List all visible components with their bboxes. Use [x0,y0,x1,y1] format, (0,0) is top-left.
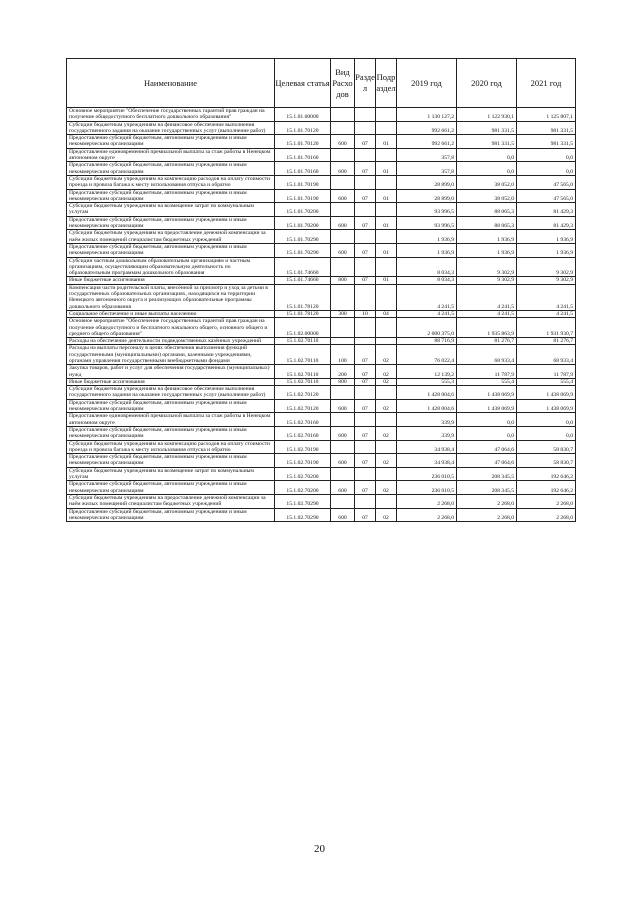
cell-podrazdel [376,413,397,427]
cell-target: 15.1.02.70200 [275,481,331,495]
cell-2021: 1 438 069,9 [517,386,576,400]
table-row [67,413,576,427]
cell-2019: 2 268,0 [397,508,457,522]
cell-2019: 339,9 [397,426,457,440]
cell-2021: 1 936,9 [517,230,576,244]
cell-podrazdel [376,386,397,400]
cell-podrazdel: 02 [376,454,397,468]
cell-2021: 1 438 069,9 [517,399,576,413]
cell-vid: 100 [331,345,355,365]
cell-2021: 2 268,0 [517,508,576,522]
cell-2020: 1 936,9 [457,243,517,257]
cell-podrazdel: 02 [376,365,397,379]
table-row [67,284,576,310]
page-number: 20 [314,843,325,855]
cell-2019: 1 936,9 [397,243,457,257]
cell-name: Компенсация части родительской платы, внесённой за присмотр и уход за детьми в государственных образовательных организациях, находящихся на территории Ненецкого автономного округа и реализующих образовательные программы дошкольного образования [67,284,275,310]
table-row [67,481,576,495]
cell-target: 15.1.02.70160 [275,413,331,427]
cell-target: 15.1.02.70290 [275,508,331,522]
cell-2019: 1 428 004,6 [397,386,457,400]
table-row [67,135,576,149]
cell-target: 15.1.02.70110 [275,365,331,379]
cell-target: 15.1.02.70110 [275,338,331,345]
cell-vid: 600 [331,243,355,257]
cell-2019: 34 938,4 [397,454,457,468]
cell-vid [331,386,355,400]
cell-2020: 9 302,9 [457,257,517,277]
cell-name: Предоставление субсидий бюджетным, автономным учреждениям и иным некоммерческим организациям [67,135,275,149]
cell-vid: 600 [331,399,355,413]
cell-podrazdel [376,257,397,277]
cell-target: 15.1.02.70110 [275,345,331,365]
cell-razdel: 07 [355,277,376,284]
cell-target: 15.1.01.78120 [275,310,331,317]
cell-podrazdel: 02 [376,481,397,495]
cell-2021: 192 646,2 [517,467,576,481]
cell-vid [331,338,355,345]
cell-name: Субсидии бюджетным учреждениям на компенсацию расходов на оплату стоимости проезда и провоза багажа к месту использования отпуска и обратно [67,175,275,189]
cell-target: 15.1.01.70190 [275,175,331,189]
cell-name: Предоставление субсидий бюджетным, автономным учреждениям и иным некоммерческим организациям [67,189,275,203]
cell-2019: 2 268,0 [397,494,457,508]
col-header-2021: 2021 год [517,59,576,108]
table-row [67,203,576,217]
cell-name: Субсидии частным дошкольным образовательным организациям и частным организациям, осуществляющим образовательную деятельность по образовательным программам дошкольного образования [67,257,275,277]
cell-razdel [355,203,376,217]
cell-vid: 800 [331,378,355,385]
cell-target: 15.1.01.70160 [275,148,331,162]
cell-2021: 1 936,9 [517,243,576,257]
cell-2021: 1 931 930,7 [517,318,576,338]
cell-podrazdel [376,121,397,135]
cell-2020: 88 065,3 [457,203,517,217]
cell-razdel [355,413,376,427]
cell-razdel [355,230,376,244]
cell-2019: 88 716,9 [397,338,457,345]
cell-name: Предоставление субсидий бюджетным, автономным учреждениям и иным некоммерческим организациям [67,481,275,495]
cell-2019: 28 899,0 [397,175,457,189]
cell-2019: 236 010,5 [397,467,457,481]
cell-podrazdel [376,440,397,454]
cell-razdel: 07 [355,508,376,522]
cell-target: 15.1.01.70290 [275,243,331,257]
cell-2020: 1 936,9 [457,230,517,244]
table-row [67,318,576,338]
table-row [67,108,576,122]
cell-2020: 2 268,0 [457,508,517,522]
cell-2020: 555,4 [457,378,517,385]
table-row [67,257,576,277]
cell-2021: 0,0 [517,413,576,427]
table-row [67,508,576,522]
cell-name: Расходы на обеспечение деятельности подведомственных казённых учреждений [67,338,275,345]
cell-target: 15.1.01.78120 [275,284,331,310]
cell-razdel [355,121,376,135]
cell-2021: 58 830,7 [517,440,576,454]
cell-podrazdel [376,203,397,217]
table-row [67,148,576,162]
cell-vid [331,467,355,481]
cell-2020: 68 933,4 [457,345,517,365]
cell-podrazdel: 01 [376,216,397,230]
cell-target: 15.1.02.00000 [275,318,331,338]
table-row [67,345,576,365]
cell-2019: 76 022,4 [397,345,457,365]
cell-2020: 0,0 [457,413,517,427]
cell-vid [331,148,355,162]
cell-2019: 4 241,5 [397,310,457,317]
cell-podrazdel: 01 [376,243,397,257]
col-header-name: Наименование [67,59,275,108]
cell-vid [331,121,355,135]
cell-2020: 2 268,0 [457,494,517,508]
cell-name: Субсидии бюджетным учреждениям на предоставление денежной компенсации за наём жилых помещений специалистам бюджетных учреждений [67,230,275,244]
cell-name: Предоставление субсидий бюджетным, автономным учреждениям и иным некоммерческим организациям [67,426,275,440]
table-row [67,426,576,440]
table-row [67,386,576,400]
cell-name: Закупка товаров, работ и услуг для обеспечения государственных (муниципальных) нужд [67,365,275,379]
cell-razdel: 07 [355,243,376,257]
table-row [67,277,576,284]
cell-2020: 0,0 [457,426,517,440]
cell-podrazdel: 01 [376,162,397,176]
cell-razdel [355,494,376,508]
cell-2020: 4 241,5 [457,310,517,317]
col-header-razdel: Разде л [355,59,376,108]
cell-2021: 68 933,4 [517,345,576,365]
cell-razdel: 07 [355,378,376,385]
cell-2021: 0,0 [517,162,576,176]
cell-target: 15.1.02.70160 [275,426,331,440]
cell-razdel: 07 [355,365,376,379]
cell-podrazdel [376,284,397,310]
cell-target: 15.1.02.70290 [275,494,331,508]
cell-target: 15.1.01.70290 [275,230,331,244]
cell-name: Предоставление субсидий бюджетным, автономным учреждениям и иным некоммерческим организациям [67,399,275,413]
cell-target: 15.1.01.70160 [275,162,331,176]
cell-2020: 1 438 069,9 [457,386,517,400]
table-body [67,108,576,522]
table-row [67,189,576,203]
cell-vid: 600 [331,426,355,440]
cell-2021: 981 331,5 [517,121,576,135]
cell-razdel: 07 [355,216,376,230]
cell-2021: 9 302,9 [517,257,576,277]
cell-razdel [355,467,376,481]
cell-name: Предоставление субсидий бюджетным, автономным учреждениям и иным некоммерческим организациям [67,454,275,468]
cell-2021: 81 429,3 [517,203,576,217]
cell-2019: 555,3 [397,378,457,385]
cell-target: 15.1.01.70200 [275,216,331,230]
cell-target: 15.1.02.70200 [275,467,331,481]
cell-podrazdel [376,230,397,244]
cell-razdel [355,108,376,122]
cell-2021: 555,4 [517,378,576,385]
cell-2021: 11 787,9 [517,365,576,379]
table-row [67,121,576,135]
cell-2019: 8 034,3 [397,277,457,284]
cell-target: 15.1.01.00000 [275,108,331,122]
cell-podrazdel: 01 [376,135,397,149]
cell-vid [331,440,355,454]
cell-name: Иные бюджетные ассигнования [67,378,275,385]
cell-podrazdel: 02 [376,508,397,522]
table-row [67,365,576,379]
cell-razdel [355,284,376,310]
cell-2021: 0,0 [517,148,576,162]
cell-name: Субсидии бюджетным учреждениям на финансовое обеспечение выполнения государственного задания на оказание государственных услуг (выполнение работ) [67,386,275,400]
cell-2020: 0,0 [457,148,517,162]
budget-table [66,58,576,522]
cell-target: 15.1.02.70190 [275,440,331,454]
cell-razdel [355,175,376,189]
cell-razdel: 07 [355,481,376,495]
table-row [67,440,576,454]
cell-podrazdel [376,148,397,162]
cell-vid: 600 [331,481,355,495]
cell-2021: 81 276,7 [517,338,576,345]
cell-name: Социальное обеспечение и иные выплаты населению [67,310,275,317]
col-header-2020: 2020 год [457,59,517,108]
cell-2019: 339,9 [397,413,457,427]
cell-vid [331,203,355,217]
cell-name: Предоставление субсидий бюджетным, автономным учреждениям и иным некоммерческим организациям [67,508,275,522]
cell-podrazdel: 02 [376,345,397,365]
cell-2020: 1 122 930,1 [457,108,517,122]
table-row [67,243,576,257]
col-header-podrazdel: Подр аздел [376,59,397,108]
cell-name: Расходы на выплаты персоналу в целях обеспечения выполнения функций государственными (муниципальными) органами, казенными учреждениями, органами управления государственными внебюджетными фондами [67,345,275,365]
cell-razdel: 07 [355,135,376,149]
cell-2019: 357,8 [397,148,457,162]
cell-2021: 58 830,7 [517,454,576,468]
cell-name: Субсидии бюджетным учреждениям на компенсацию расходов на оплату стоимости проезда и провоза багажа к месту использования отпуска и обратно [67,440,275,454]
cell-2020: 11 787,9 [457,365,517,379]
cell-target: 15.1.02.70120 [275,399,331,413]
cell-2020: 47 064,6 [457,440,517,454]
cell-podrazdel: 01 [376,189,397,203]
cell-2019: 357,8 [397,162,457,176]
cell-podrazdel: 02 [376,378,397,385]
col-header-target: Целевая статья [275,59,331,108]
cell-razdel [355,318,376,338]
budget-table-sheet [66,58,575,522]
cell-name: Субсидии бюджетным учреждениям на финансовое обеспечение выполнения государственного задания на оказание государственных услуг (выполнение работ) [67,121,275,135]
cell-podrazdel: 04 [376,310,397,317]
cell-vid [331,494,355,508]
cell-name: Основное мероприятие "Обеспечение государственных гарантий прав граждан на получение общедоступного и бесплатного начального общего, основного общего и среднего общего образования" [67,318,275,338]
cell-2021: 9 302,9 [517,277,576,284]
cell-2019: 8 034,3 [397,257,457,277]
cell-2021: 47 565,0 [517,175,576,189]
cell-2020: 88 065,3 [457,216,517,230]
cell-2021: 47 565,0 [517,189,576,203]
cell-2020: 9 302,9 [457,277,517,284]
cell-2019: 1 428 004,6 [397,399,457,413]
cell-vid: 600 [331,189,355,203]
cell-vid: 600 [331,216,355,230]
cell-name: Субсидии бюджетным учреждениям на возмещение затрат по коммунальным услугам [67,467,275,481]
cell-2020: 1 935 863,9 [457,318,517,338]
cell-target: 15.1.02.70120 [275,386,331,400]
cell-razdel: 10 [355,310,376,317]
cell-target: 15.1.01.74660 [275,257,331,277]
cell-2020: 208 345,5 [457,481,517,495]
cell-vid [331,108,355,122]
cell-2021: 2 268,0 [517,494,576,508]
cell-vid: 600 [331,454,355,468]
cell-podrazdel [376,108,397,122]
cell-name: Предоставление субсидий бюджетным, автономным учреждениям и иным некоммерческим организациям [67,216,275,230]
cell-razdel [355,440,376,454]
cell-2021: 981 331,5 [517,135,576,149]
cell-razdel: 07 [355,426,376,440]
cell-2021: 81 429,3 [517,216,576,230]
cell-podrazdel [376,467,397,481]
cell-2020: 81 276,7 [457,338,517,345]
cell-vid: 800 [331,277,355,284]
cell-name: Предоставление единовременной премиальной выплаты за стаж работы в Ненецком автономном округе [67,413,275,427]
cell-2019: 28 899,0 [397,189,457,203]
cell-vid [331,318,355,338]
cell-2019: 236 010,5 [397,481,457,495]
cell-target: 15.1.01.70190 [275,189,331,203]
cell-podrazdel [376,175,397,189]
table-row [67,216,576,230]
cell-vid [331,257,355,277]
cell-2021: 192 646,2 [517,481,576,495]
col-header-vid: Вид Расхо дов [331,59,355,108]
cell-2020: 981 331,5 [457,135,517,149]
cell-vid: 200 [331,365,355,379]
cell-name: Предоставление субсидий бюджетным, автономным учреждениям и иным некоммерческим организациям [67,162,275,176]
cell-2021: 4 241,5 [517,310,576,317]
table-row [67,230,576,244]
cell-name: Предоставление единовременной премиальной выплаты за стаж работы в Ненецком автономном округе [67,148,275,162]
cell-2020: 981 331,5 [457,121,517,135]
cell-2021: 0,0 [517,426,576,440]
cell-2019: 1 130 127,2 [397,108,457,122]
cell-podrazdel: 02 [376,399,397,413]
table-row [67,378,576,385]
cell-razdel: 07 [355,189,376,203]
cell-podrazdel [376,494,397,508]
cell-name: Предоставление субсидий бюджетным, автономным учреждениям и иным некоммерческим организациям [67,243,275,257]
cell-vid: 300 [331,310,355,317]
cell-2021: 1 125 807,1 [517,108,576,122]
table-row [67,399,576,413]
col-header-2019: 2019 год [397,59,457,108]
cell-2020: 38 052,0 [457,175,517,189]
table-row [67,494,576,508]
cell-2020: 47 064,6 [457,454,517,468]
cell-2019: 34 938,4 [397,440,457,454]
cell-2020: 0,0 [457,162,517,176]
cell-2019: 992 661,2 [397,121,457,135]
table-row [67,467,576,481]
cell-target: 15.1.01.70200 [275,203,331,217]
cell-target: 15.1.01.70120 [275,121,331,135]
cell-podrazdel: 02 [376,426,397,440]
cell-2019: 2 000 375,0 [397,318,457,338]
cell-razdel [355,338,376,345]
table-row [67,162,576,176]
cell-name: Основное мероприятие "Обеспечение государственных гарантий прав граждан на получение общедоступного бесплатного дошкольного образования" [67,108,275,122]
cell-razdel: 07 [355,454,376,468]
cell-vid [331,175,355,189]
cell-target: 15.1.01.70120 [275,135,331,149]
cell-2019: 1 936,9 [397,230,457,244]
cell-2020: 208 345,5 [457,467,517,481]
cell-podrazdel [376,318,397,338]
table-row [67,175,576,189]
cell-2019: 12 139,2 [397,365,457,379]
table-row [67,310,576,317]
table-row [67,338,576,345]
cell-razdel [355,148,376,162]
table-row [67,454,576,468]
cell-vid [331,284,355,310]
cell-razdel: 07 [355,162,376,176]
cell-2019: 93 996,5 [397,216,457,230]
cell-name: Субсидии бюджетным учреждениям на возмещение затрат по коммунальным услугам [67,203,275,217]
cell-2021: 4 241,5 [517,284,576,310]
cell-2020: 1 438 069,9 [457,399,517,413]
cell-name: Иные бюджетные ассигнования [67,277,275,284]
cell-razdel: 07 [355,399,376,413]
cell-2020: 38 052,0 [457,189,517,203]
cell-name: Субсидии бюджетным учреждениям на предоставление денежной компенсации за наём жилых помещений специалистам бюджетных учреждений [67,494,275,508]
cell-target: 15.1.02.70190 [275,454,331,468]
cell-vid [331,413,355,427]
cell-vid: 600 [331,135,355,149]
cell-podrazdel [376,338,397,345]
header-row [67,59,576,108]
cell-podrazdel: 01 [376,277,397,284]
cell-target: 15.1.02.70110 [275,378,331,385]
cell-2020: 4 241,5 [457,284,517,310]
cell-2019: 992 661,2 [397,135,457,149]
cell-vid: 600 [331,508,355,522]
cell-2019: 4 241,5 [397,284,457,310]
cell-vid: 600 [331,162,355,176]
cell-vid [331,230,355,244]
cell-razdel [355,257,376,277]
cell-razdel: 07 [355,345,376,365]
cell-2019: 93 996,5 [397,203,457,217]
cell-razdel [355,386,376,400]
cell-target: 15.1.01.74660 [275,277,331,284]
